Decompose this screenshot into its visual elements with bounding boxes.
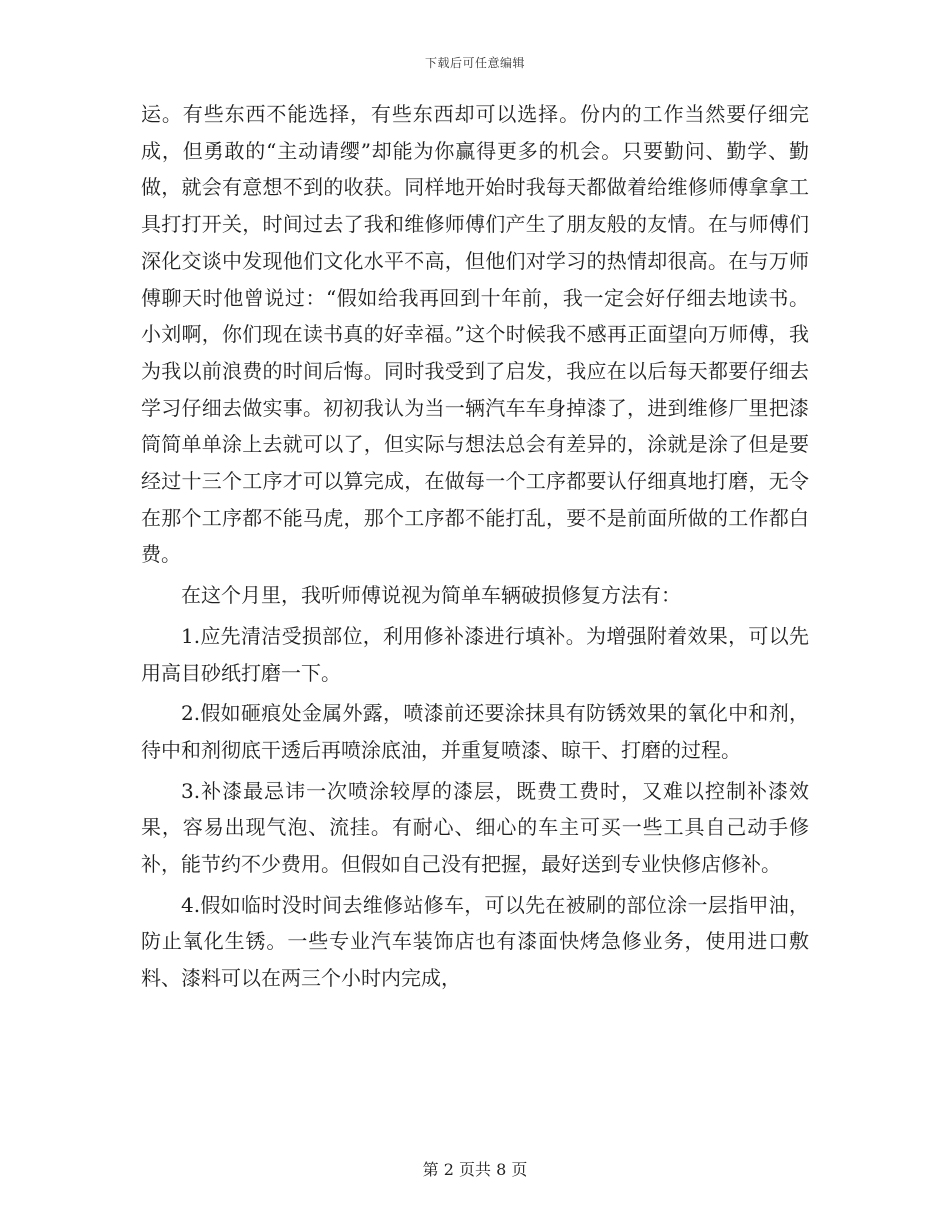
list-item-method-3: 3.补漆最忌讳一次喷涂较厚的漆层，既费工费时，又难以控制补漆效果，容易出现气泡、流挂。有耐心、细心的车主可买一些工具自己动手修补，能节约不少费用。但假如自己没有把握，最好送到专业快修店修补。: [141, 778, 809, 877]
page-header-note: 下载后可任意编辑: [424, 56, 525, 70]
paragraph-continuation: 运。有些东西不能选择，有些东西却可以选择。份内的工作当然要仔细完成，但勇敢的“主动请缨”却能为你赢得更多的机会。只要勤问、勤学、勤做，就会有意想不到的收获。同样地开始时我每天都做着给维修师傅拿拿工具打打开关，时间过去了我和维修师傅们产生了朋友般的友情。在与师傅们深化交谈中发现他们文化水平不高，但他们对学习的热情却很高。在与万师傅聊天时他曾说过：“假如给我再回到十年前，我一定会好仔细去地读书。小刘啊，你们现在读书真的好幸福。”这个时候我不感再正面望向万师傅，我为我以前浪费的时间后悔。同时我受到了启发，我应在以后每天都要仔细去学习仔细去做实事。初初我认为当一辆汽车车身掉漆了，进到维修厂里把漆筒简单单涂上去就可以了，但实际与想法总会有差异的，涂就是涂了但是要经过十三个工序才可以算完成，在做每一个工序都要认仔细真地打磨，无令在那个工序都不能马虎，那个工序都不能打乱，要不是前面所做的工作都白费。: [141, 102, 809, 567]
page-number-footer: 第 2 页共 8 页: [422, 1160, 528, 1179]
paragraph-methods-intro: 在这个月里，我听师傅说视为简单车辆破损修复方法有：: [181, 583, 681, 608]
document-body: [141, 96, 809, 1001]
list-item-method-4: 4.假如临时没时间去维修站修车，可以先在被刷的部位涂一层指甲油，防止氧化生锈。一些专业汽车装饰店也有漆面快烤急修业务，使用进口敷料、漆料可以在两三个小时内完成，: [141, 892, 809, 991]
list-item-method-2: 2.假如砸痕处金属外露，喷漆前还要涂抹具有防锈效果的氧化中和剂，待中和剂彻底干透后再喷涂底油，并重复喷漆、晾干、打磨的过程。: [141, 701, 809, 762]
list-item-method-1: 1.应先清洁受损部位，利用修补漆进行填补。为增强附着效果，可以先用高目砂纸打磨一下。: [141, 623, 809, 685]
